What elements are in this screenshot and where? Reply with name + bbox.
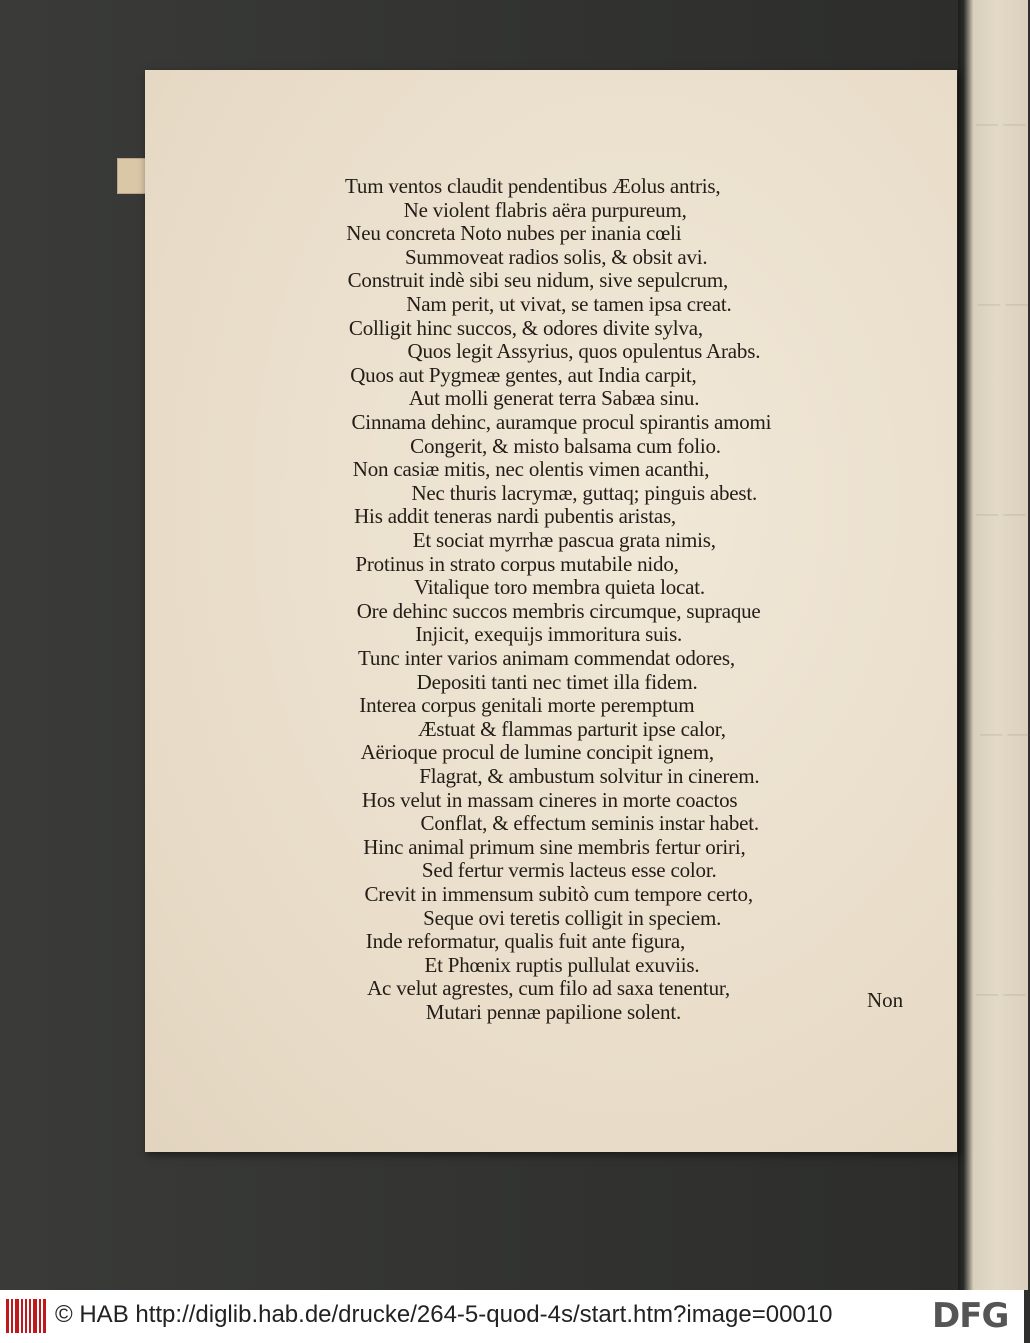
verse-line: Quos aut Pygmeæ gentes, aut India carpit, [350,362,697,387]
verse-line: Conflat, & effectum seminis instar habet. [420,811,759,836]
verse-line: Nam perit, ut vivat, se tamen ipsa creat. [406,292,732,316]
verse-line: Hos velut in massam cineres in morte coactos [361,787,738,812]
verse-line: Summoveat radios solis, & obsit avi. [404,244,708,269]
verse-line: Mutari pennæ papilione solent. [425,1000,682,1024]
verse-line: His addit teneras nardi pubentis aristas, [354,504,676,529]
verse-line: Crevit in immensum subitò cum tempore certo, [364,882,753,906]
verse-line: Sed fertur vermis lacteus esse color. [421,858,717,883]
verse-line: Et Phœnix ruptis pullulat exuviis. [424,952,700,977]
verse-line: Neu concreta Noto nubes per inania cœli [346,221,682,246]
verse-line: Injicit, exequijs immoritura suis. [415,622,683,647]
catchword: Non [867,988,904,1012]
verse-line: Seque ovi teretis colligit in speciem. [423,905,722,930]
verse-line: Æstuat & flammas parturit ipse calor, [417,716,726,741]
verse-line: Ac velut agrestes, cum filo ad saxa tenentur, [367,976,730,1001]
verse-line: Inde reformatur, qualis fuit ante figura, [365,929,686,954]
verse-line: Depositi tanti nec timet illa fidem. [416,669,698,694]
verse-line: Et sociat myrrhæ pascua grata nimis, [412,528,716,552]
book-page [145,70,957,1152]
verse-line: Ne violent flabris aëra purpureum, [403,197,687,222]
verse-line: Construit indè sibi seu nidum, sive sepulcrum, [347,268,729,293]
verse-line: Quos legit Assyrius, quos opulentus Arabs. [407,339,761,364]
hab-barcode-icon [6,1299,46,1333]
verse-line: Protinus in strato corpus mutabile nido, [355,551,679,576]
verse-line: Non casiæ mitis, nec olentis vimen acanthi, [352,457,710,482]
adjacent-page-edge: — — — — — — — — — — [958,0,1028,1290]
verse-line: Hinc animal primum sine membris fertur oriri, [363,834,746,859]
verse-line: Flagrat, & ambustum solvitur in cinerem. [419,764,760,788]
verse-line: Vitalique toro membra quieta locat. [414,575,705,600]
verse-line: Interea corpus genitali morte peremptum [359,693,695,718]
verse-line: Nec thuris lacrymæ, guttaq; pinguis abest. [411,480,758,505]
verse-line: Cinnama dehinc, auramque procul spirantis amomi [351,410,772,434]
verse-line: Tunc inter varios animam commendat odores, [358,646,735,670]
verse-line: Tum ventos claudit pendentibus Æolus antris, [345,174,721,198]
verse-line: Congerit, & misto balsama cum folio. [410,433,721,458]
dfg-logo: DFG [932,1296,1009,1336]
verse-line: Aërioque procul de lumine concipit ignem, [360,740,714,765]
verse-line: Colligit hinc succos, & odores divite sylva, [348,315,703,340]
copyright-link[interactable]: © HAB http://diglib.hab.de/drucke/264-5-quod-4s/start.htm?image=00010 [55,1301,833,1328]
verse-line: Aut molli generat terra Sabæa sinu. [408,386,700,411]
verse-line: Ore dehinc succos membris circumque, supraque [356,598,761,623]
footer-bar [0,1290,1024,1343]
